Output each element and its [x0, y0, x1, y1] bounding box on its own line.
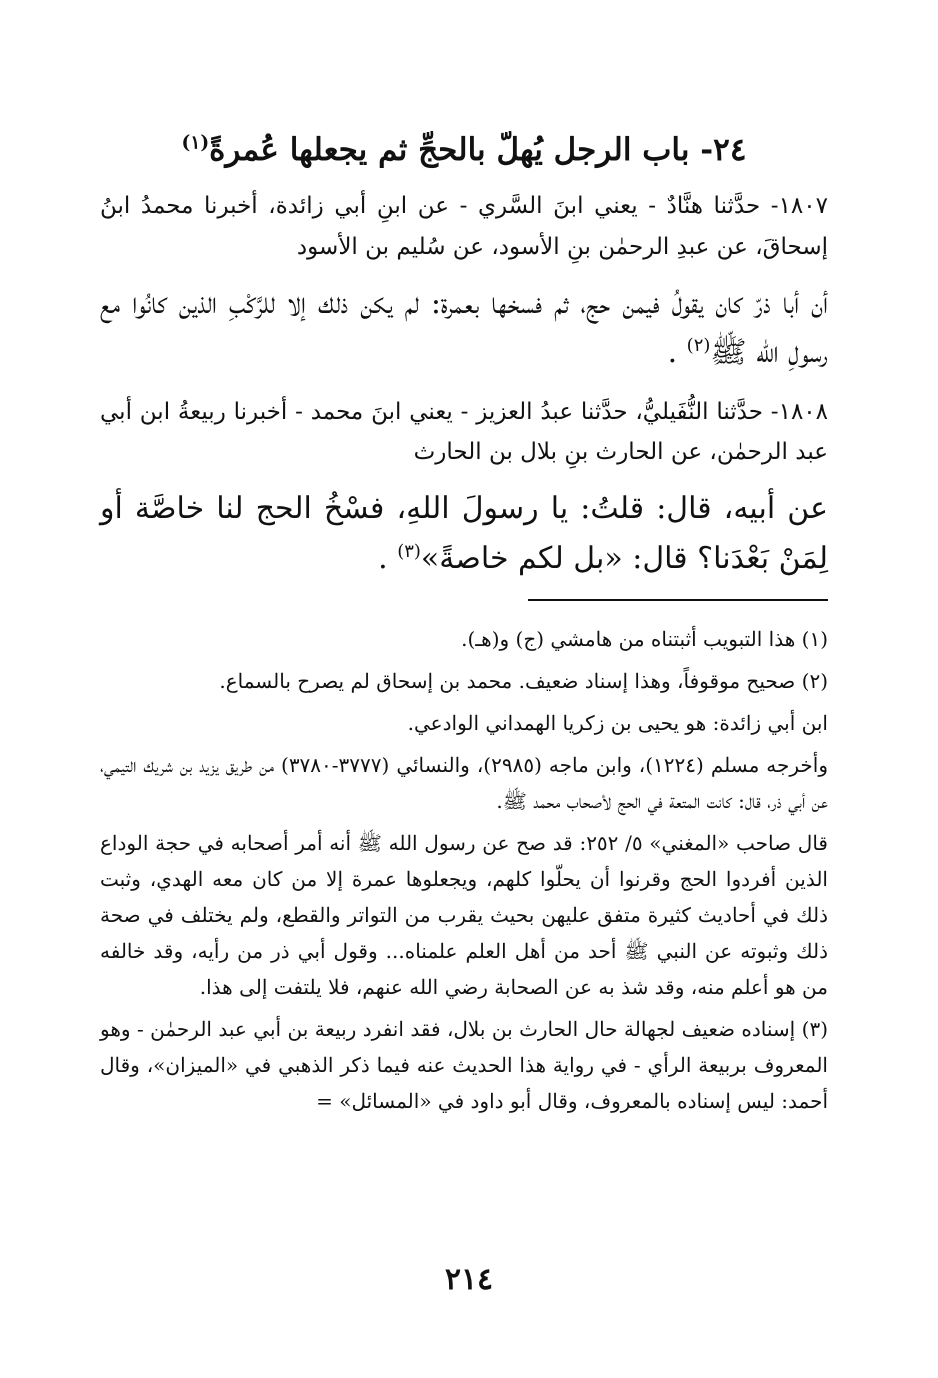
footnote-2-narrator: ابن أبي زائدة: هو يحيى بن زكريا الهمداني الوادعي. — [407, 711, 828, 736]
footnote-2-takhrij: وأخرجه مسلم (١٢٢٤)، وابن ماجه (٢٩٨٥)، والنسائي (٣٧٧٧-٣٧٨٠) من طريق يزيد بن شريك التيمي، عن أبي ذر، قال: كانت المتعة في الحج لأصحاب محمد ﷺ. — [100, 753, 829, 814]
hadith-1807-isnad: ١٨٠٧- حدَّثنا هنَّادٌ - يعني ابنَ السَّري - عن ابنِ أبي زائدة، أخبرنا محمدُ ابنُ إسحاقَ، عن عبدِ الرحمٰن بنِ الأسود، عن سُليم بن الأسود — [100, 193, 828, 260]
matn-text: عن أبيه، قال: قلتُ: يا رسولَ اللهِ، فسْخُ الحج لنا خاصَّة أو لِمَنْ بَعْدَنا؟ قال: «بل لكم خاصةً» — [100, 491, 828, 576]
footnote-mark: (٣) — [397, 540, 421, 562]
footnote-3: (٣) إسناده ضعيف لجهالة حال الحارث بن بلال، فقد انفرد ربيعة بن أبي عبد الرحمٰن - وهو المعروف بربيعة الرأي - في رواية هذا الحديث عنه فيما ذكر الذهبي في «الميزان»، وقال أحمد: ليس إسناده بالمعروف، وقال أبو داود في «المسائل» = — [100, 1017, 828, 1114]
hadith-1808-matn — [100, 484, 828, 583]
chapter-title — [100, 130, 828, 170]
chapter-title-text: ٢٤- باب الرجل يُهلّ بالحجِّ ثم يجعلها عُمرةً — [209, 132, 747, 168]
matn-text: أن أبا ذرّ كان يقولُ فيمن حج، ثم فسخها بعمرة: لم يكن ذلك إلا للرَّكْبِ الذين كانُوا مع رسولِ الله ﷺ — [100, 285, 828, 371]
page-number: ٢١٤ — [444, 1262, 494, 1297]
footnote-2: (٢) صحيح موقوفاً، وهذا إسناد ضعيف. محمد بن إسحاق لم يصرح بالسماع. — [219, 669, 828, 694]
page-body — [100, 120, 828, 1125]
footnote-mark: (١) — [181, 132, 210, 154]
matn-end: . — [667, 335, 687, 371]
footnote-mark: (٢) — [686, 335, 711, 357]
hadith-1808-isnad: ١٨٠٨- حدَّثنا النُّفَيليُّ، حدَّثنا عبدُ العزيز - يعني ابنَ محمد - أخبرنا ربيعةُ ابن أبي عبد الرحمٰن، عن الحارث بنِ بلال بن الحارث — [100, 398, 829, 466]
hadith-1807-matn — [100, 279, 828, 378]
footnote-2-mughni: قال صاحب «المغني» ٥/ ٢٥٢: قد صح عن رسول الله ﷺ أنه أمر أصحابه في حجة الوداع الذين أفردوا الحج وقرنوا أن يحلّوا كلهم، ويجعلوها عمرة إلا من كان معه الهدي، وثبت ذلك في أحاديث كثيرة متفق عليهن بحيث يقرب من التواتر والقطع، ولم يختلف في صحة ذلك وثبوته عن النبي ﷺ أحد من أهل العلم علمناه... وقول أبي ذر من رأيه، وقد خالفه من هو أعلم منه، وقد شذ به عن الصحابة رضي الله عنهم، فلا يلتفت إلى هذا. — [100, 831, 828, 1000]
footnote-divider — [528, 599, 828, 601]
footnote-1: (١) هذا التبويب أثبتناه من هامشي (ج) و(هـ). — [461, 627, 828, 652]
footnotes — [100, 621, 828, 1119]
matn-end: . — [378, 540, 398, 576]
